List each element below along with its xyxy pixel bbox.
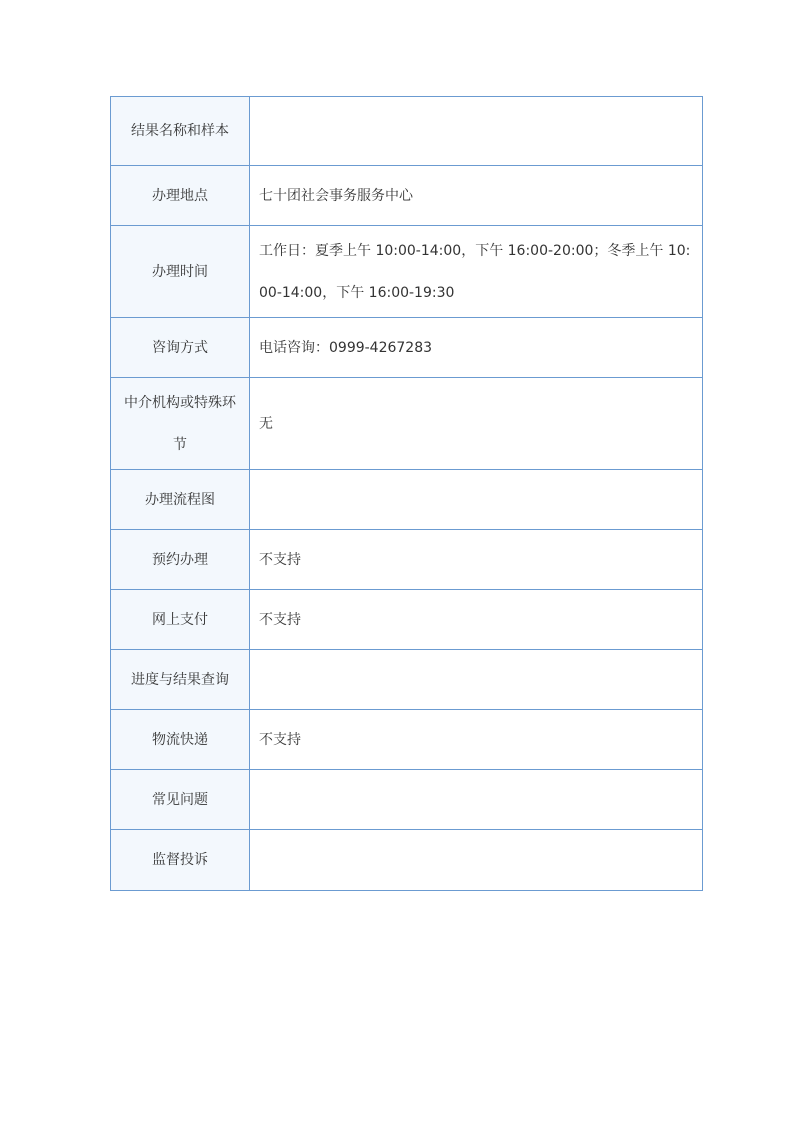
row-label: 办理流程图 xyxy=(111,470,250,530)
row-value xyxy=(250,650,703,710)
table-row-location xyxy=(111,166,703,226)
row-value: 不支持 xyxy=(250,530,703,590)
row-label: 网上支付 xyxy=(111,590,250,650)
table-row-result-name xyxy=(111,97,703,166)
table-row-appointment xyxy=(111,530,703,590)
table-row-online-payment xyxy=(111,590,703,650)
row-label: 结果名称和样本 xyxy=(111,97,250,166)
table-row-hours xyxy=(111,226,703,318)
row-value: 不支持 xyxy=(250,590,703,650)
row-label: 常见问题 xyxy=(111,770,250,830)
table-row-complaint xyxy=(111,830,703,891)
row-value: 无 xyxy=(250,378,703,470)
row-value xyxy=(250,830,703,891)
row-label: 进度与结果查询 xyxy=(111,650,250,710)
row-value: 电话咨询：0999-4267283 xyxy=(250,318,703,378)
row-label: 预约办理 xyxy=(111,530,250,590)
row-label: 监督投诉 xyxy=(111,830,250,891)
table-row-logistics xyxy=(111,710,703,770)
row-label: 中介机构或特殊环节 xyxy=(111,378,250,470)
row-value: 七十团社会事务服务中心 xyxy=(250,166,703,226)
table-row-flowchart xyxy=(111,470,703,530)
service-info-table xyxy=(110,96,703,891)
table-row-intermediary xyxy=(111,378,703,470)
table-row-faq xyxy=(111,770,703,830)
row-label: 咨询方式 xyxy=(111,318,250,378)
row-label: 物流快递 xyxy=(111,710,250,770)
row-value: 不支持 xyxy=(250,710,703,770)
row-value xyxy=(250,770,703,830)
row-label: 办理时间 xyxy=(111,226,250,318)
row-value xyxy=(250,470,703,530)
row-value xyxy=(250,97,703,166)
row-value: 工作日：夏季上午 10:00-14:00，下午 16:00-20:00；冬季上午 10:00-14:00，下午 16:00-19:30 xyxy=(250,226,703,318)
row-label: 办理地点 xyxy=(111,166,250,226)
table-row-consultation xyxy=(111,318,703,378)
table-row-progress-query xyxy=(111,650,703,710)
